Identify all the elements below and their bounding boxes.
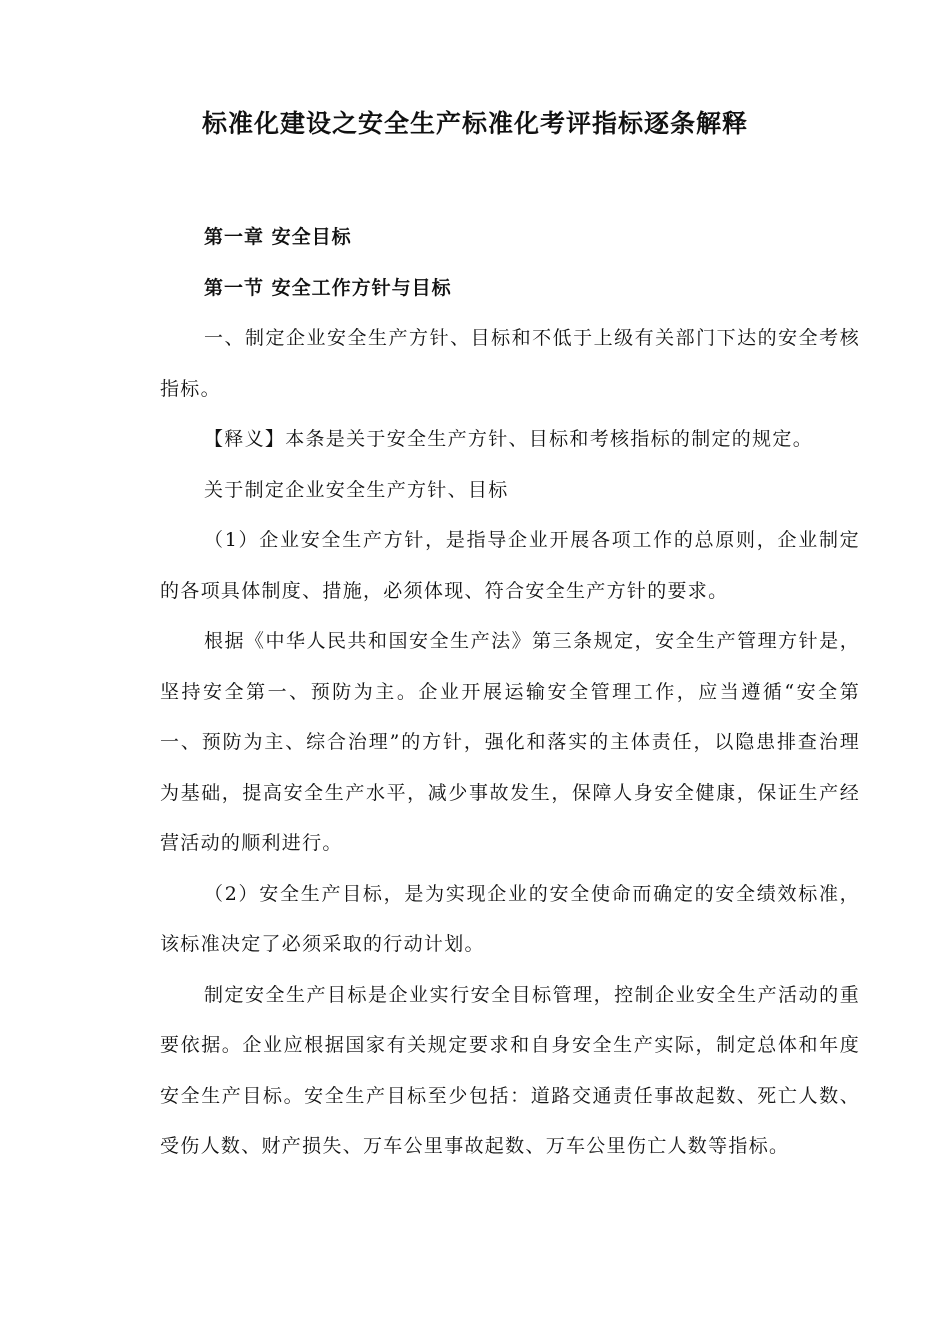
paragraph-subheading: 关于制定企业安全生产方针、目标 xyxy=(204,478,509,501)
chapter-heading: 第一章 安全目标 xyxy=(204,226,352,248)
paragraph-article-one: 一、制定企业安全生产方针、目标和不低于上级有关部门下达的安全考核指标。 xyxy=(160,327,860,400)
document-title: 标准化建设之安全生产标准化考评指标逐条解释 xyxy=(201,109,748,138)
paragraph-goal-management: 制定安全生产目标是企业实行安全目标管理，控制企业安全生产活动的重要依据。企业应根据国家有关规定要求和自身安全生产实际，制定总体和年度安全生产目标。安全生产目标至少包括：道路交通责任事故起数、死亡人数、受伤人数、财产损失、万车公里事故起数、万车公里伤亡人数等指标。 xyxy=(160,983,860,1157)
section-heading: 第一节 安全工作方针与目标 xyxy=(204,276,452,299)
paragraph-interpretation: 【释义】本条是关于安全生产方针、目标和考核指标的制定的规定。 xyxy=(204,428,814,450)
paragraph-safety-law: 根据《中华人民共和国安全生产法》第三条规定，安全生产管理方针是，坚持安全第一、预防为主。企业开展运输安全管理工作，应当遵循“安全第一、预防为主、综合治理”的方针，强化和落实的主体责任，以隐患排查治理为基础，提高安全生产水平，减少事故发生，保障人身安全健康，保证生产经营活动的顺利进行。 xyxy=(160,630,860,854)
paragraph-safety-goal: （2）安全生产目标，是为实现企业的安全使命而确定的安全绩效标准，该标准决定了必须采取的行动计划。 xyxy=(160,882,860,955)
document-body xyxy=(160,212,860,1172)
paragraph-safety-policy: （1）企业安全生产方针，是指导企业开展各项工作的总原则，企业制定的各项具体制度、措施，必须体现、符合安全生产方针的要求。 xyxy=(160,529,860,602)
